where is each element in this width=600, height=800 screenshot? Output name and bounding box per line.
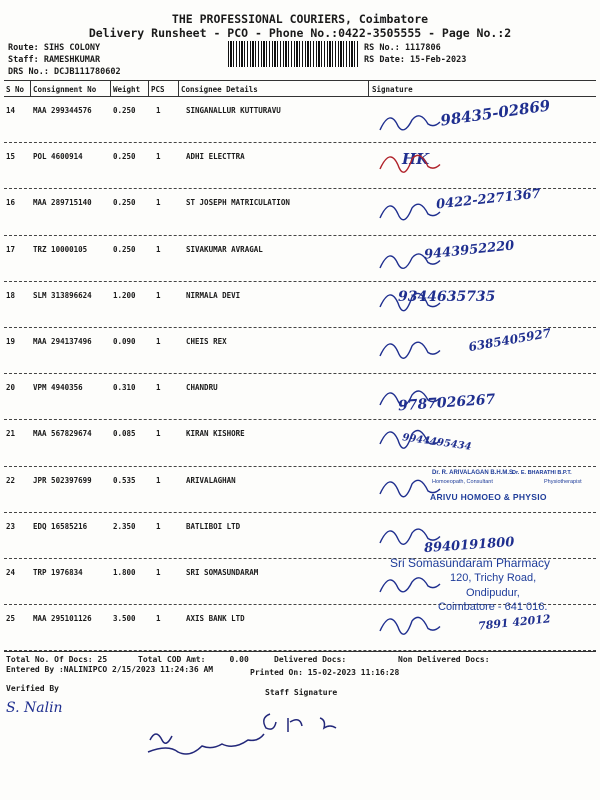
row-sno: 17	[6, 244, 16, 254]
signature-scribble	[374, 377, 444, 417]
row-divider	[4, 419, 596, 420]
row-divider	[4, 512, 596, 513]
row-weight: 1.200	[113, 290, 136, 300]
table-row	[0, 96, 600, 146]
pharmacy-stamp-name: Sri Somasundaram Pharmacy	[390, 556, 551, 570]
row-divider	[4, 235, 596, 236]
row-divider	[4, 327, 596, 328]
verified-signature: S. Nalin	[6, 700, 63, 716]
row-sno: 22	[6, 475, 16, 485]
table-row	[0, 186, 600, 238]
pharmacy-stamp-addr2: Ondipudur,	[466, 587, 520, 599]
arivu-stamp-line1: Dr. R. ARIVALAGAN B.H.M.S.	[432, 470, 515, 476]
row-sno: 21	[6, 429, 16, 439]
row-signature: 9344635735	[398, 288, 496, 305]
row-consignment: SLM 313896624	[33, 290, 92, 300]
row-divider	[4, 466, 596, 467]
row-divider	[4, 281, 596, 282]
row-weight: 2.350	[113, 521, 136, 531]
pharmacy-stamp-addr1: 120, Trichy Road,	[450, 572, 537, 584]
title-company: THE PROFESSIONAL COURIERS, Coimbatore	[171, 12, 429, 26]
row-consignment: JPR 502397699	[33, 475, 92, 485]
row-weight: 0.250	[113, 152, 136, 162]
row-signature: 9443952220	[423, 237, 516, 263]
signature-scribble	[374, 608, 444, 648]
verified-by-label: Verified By	[6, 684, 59, 693]
row-sno: 20	[6, 383, 16, 393]
row-weight: 0.085	[113, 429, 136, 439]
signature-scribble	[374, 516, 444, 556]
row-signature: 9944495434	[401, 432, 473, 454]
table-row	[0, 239, 600, 285]
row-pcs: 1	[156, 429, 161, 439]
table-row	[0, 285, 600, 331]
total-cod: Total COD Amt: 0.00	[138, 655, 249, 664]
table-top-rule	[4, 80, 596, 81]
table-row	[0, 423, 600, 469]
table-header-rule	[4, 96, 596, 97]
row-pcs: 1	[156, 106, 161, 115]
row-pcs: 1	[156, 290, 161, 300]
arivu-stamp-line3: ARIVU HOMOEO & PHYSIO	[430, 492, 547, 502]
row-sno: 16	[6, 198, 16, 208]
pharmacy-stamp-addr3: Coimbatore - 641 016.	[438, 601, 548, 613]
row-consignment: TRZ 10000105	[33, 244, 88, 254]
row-consignment: POL 4600914	[33, 152, 83, 162]
row-sno: 19	[6, 337, 16, 346]
row-sno: 14	[6, 106, 16, 115]
row-sno: 25	[6, 614, 16, 624]
row-sno: 24	[6, 568, 16, 577]
row-consignee: NIRMALA DEVI	[186, 290, 241, 300]
row-consignee: CHEIS REX	[186, 337, 227, 346]
title-runsheet: Delivery Runsheet - PCO - Phone No.:0422-3505555 - Page No.:2	[88, 26, 512, 40]
table-row	[0, 325, 600, 377]
row-consignment: MAA 294137496	[33, 337, 92, 346]
barcode	[228, 41, 358, 67]
row-sno: 18	[6, 290, 16, 300]
table-row	[0, 516, 600, 562]
row-weight: 0.535	[113, 475, 136, 485]
delivered-docs: Delivered Docs:	[274, 655, 347, 664]
row-pcs: 1	[156, 475, 161, 485]
col-pcs: PCS	[151, 85, 165, 94]
col-signature: Signature	[372, 85, 413, 94]
drs-number: DRS No.: DCJB111780602	[8, 67, 121, 77]
row-pcs: 1	[156, 521, 161, 531]
row-consignee: SIVAKUMAR AVRAGAL	[186, 244, 263, 254]
row-pcs: 1	[156, 198, 161, 208]
row-consignment: MAA 289715140	[33, 198, 92, 208]
row-consignment: VPM 4940356	[33, 383, 83, 393]
printed-on: Printed On: 15-02-2023 11:16:28	[250, 668, 400, 677]
row-weight: 0.250	[113, 106, 136, 115]
row-sno: 23	[6, 521, 16, 531]
signature-scribble	[374, 423, 444, 463]
row-consignment: EDQ 16585216	[33, 521, 88, 531]
signature-scribble	[374, 146, 444, 186]
route-label: Route: SIHS COLONY	[8, 43, 101, 53]
row-consignee: ST JOSEPH MATRICULATION	[186, 198, 290, 208]
row-signature: 7891 42012	[477, 612, 552, 633]
arivu-stamp-line2: Homoeopath, Consultant	[432, 479, 493, 485]
entered-by: Entered By :NALINIPCO 2/15/2023 11:24:36 AM	[6, 665, 214, 674]
row-weight: 0.090	[113, 337, 136, 346]
rs-date: RS Date: 15-Feb-2023	[364, 55, 467, 65]
row-weight: 0.250	[113, 198, 136, 208]
row-signature: 9787026267	[397, 391, 496, 415]
row-consignment: MAA 567829674	[33, 429, 92, 439]
col-consignment: Consignment No	[33, 85, 97, 94]
total-docs: Total No. Of Docs: 25	[6, 655, 108, 664]
row-consignee: BATLIBOI LTD	[186, 521, 241, 531]
row-signature: 98435-02869	[439, 96, 552, 130]
row-consignee: ADHI ELECTTRA	[186, 152, 245, 162]
row-consignee: KIRAN KISHORE	[186, 429, 245, 439]
row-consignment: MAA 299344576	[33, 106, 92, 115]
col-weight: Weight	[113, 85, 141, 94]
signature-scribble	[374, 192, 444, 232]
signature-scribble	[374, 331, 444, 371]
row-sno: 15	[6, 152, 16, 162]
row-signature: 8940191800	[423, 534, 515, 556]
row-pcs: 1	[156, 614, 161, 624]
row-consignee: AXIS BANK LTD	[186, 614, 245, 624]
row-weight: 1.800	[113, 568, 136, 577]
row-pcs: 1	[156, 568, 161, 577]
col-consignee: Consignee Details	[181, 85, 258, 94]
staff-label: Staff: RAMESHKUMAR	[8, 55, 101, 65]
rs-number: RS No.: 1117806	[364, 43, 441, 53]
non-delivered-docs: Non Delivered Docs:	[398, 655, 490, 664]
row-consignment: TRP 1976834	[33, 568, 83, 577]
row-signature: 6385405927	[467, 325, 553, 355]
signature-scribble	[374, 100, 444, 140]
row-consignment: MAA 295101126	[33, 614, 92, 624]
row-consignee: SRI SOMASUNDARAM	[186, 568, 259, 577]
footer-rule	[4, 651, 596, 652]
signature-scribble	[374, 239, 444, 279]
row-weight: 0.310	[113, 383, 136, 393]
row-weight: 3.500	[113, 614, 136, 624]
staff-signature-label: Staff Signature	[265, 688, 338, 697]
row-pcs: 1	[156, 244, 161, 254]
arivu-stamp-right2: Physiotherapist	[544, 479, 582, 485]
arivu-stamp-right: Dr. E. BHARATHI B.P.T.	[512, 470, 572, 476]
staff-signature-scribble	[140, 700, 380, 770]
row-consignee: SINGANALLUR KUTTURAVU	[186, 106, 281, 115]
row-divider	[4, 142, 596, 143]
row-consignee: ARIVALAGHAN	[186, 475, 236, 485]
signature-scribble	[374, 285, 444, 325]
table-row	[0, 146, 600, 192]
row-signature: HK	[402, 150, 430, 169]
row-divider	[4, 373, 596, 374]
row-weight: 0.250	[113, 244, 136, 254]
row-pcs: 1	[156, 152, 161, 162]
col-sno: S No	[6, 85, 25, 94]
row-consignee: CHANDRU	[186, 383, 218, 393]
table-row	[0, 377, 600, 423]
row-signature: 0422-2271367	[435, 186, 542, 213]
table-row	[0, 608, 600, 654]
row-pcs: 1	[156, 383, 161, 393]
row-pcs: 1	[156, 337, 161, 346]
